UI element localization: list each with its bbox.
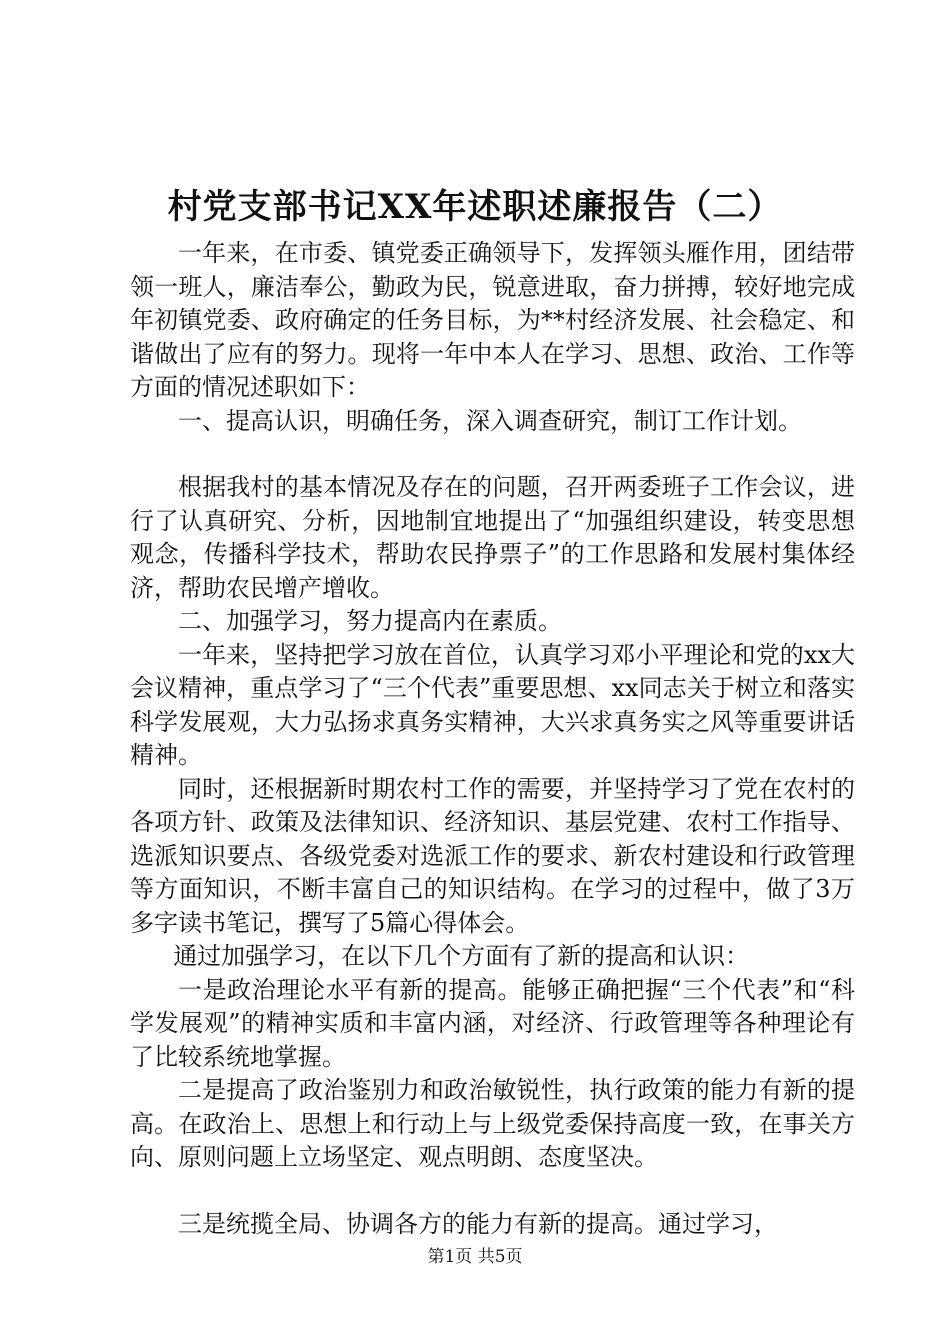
page-number-footer: 第1页 共5页 (427, 1247, 523, 1267)
paragraph-study-1: 一年来，坚持把学习放在首位，认真学习邓小平理论和党的xx大会议精神，重点学习了“三个代表”重要思想、xx同志关于树立和落实科学发展观，大力弘扬求真务实精神，大兴求真务实之风等重要讲话精神。 (130, 640, 855, 769)
document-title: 村党支部书记XX年述职述廉报告（二） (167, 187, 783, 227)
paragraph-intro: 一年来，在市委、镇党委正确领导下，发挥领头雁作用，团结带领一班人，廉洁奉公，勤政为民，锐意进取，奋力拼搏，较好地完成年初镇党委、政府确定的任务目标，为**村经济发展、社会稳定、和谐做出了应有的努力。现将一年中本人在学习、思想、政治、工作等方面的情况述职如下： (130, 239, 855, 401)
paragraph-improvement-3: 三是统揽全局、协调各方的能力有新的提高。通过学习， (178, 1209, 778, 1238)
document-body (130, 237, 855, 1241)
paragraph-improvement-1: 一是政治理论水平有新的提高。能够正确把握“三个代表”和“科学发展观”的精神实质和丰富内涵，对经济、行政管理等各种理论有了比较系统地掌握。 (130, 975, 855, 1071)
paragraph-section-2-heading: 二、加强学习，努力提高内在素质。 (178, 607, 562, 635)
paragraph-section-1-body: 根据我村的基本情况及存在的问题，召开两委班子工作会议，进行了认真研究、分析，因地制宜地提出了“加强组织建设，转变思想观念，传播科学技术，帮助农民挣票子”的工作思路和发展村集体经济，帮助农民增产增收。 (130, 473, 855, 602)
paragraph-improvement-2: 二是提高了政治鉴别力和政治敏锐性，执行政策的能力有新的提高。在政治上、思想上和行动上与上级党委保持高度一致，在事关方向、原则问题上立场坚定、观点明朗、态度坚决。 (130, 1076, 855, 1171)
paragraph-section-1-heading: 一、提高认识，明确任务，深入调查研究，制订工作计划。 (178, 406, 802, 435)
paragraph-study-2: 同时，还根据新时期农村工作的需要，并坚持学习了党在农村的各项方针、政策及法律知识、经济知识、基层党建、农村工作指导、选派知识要点、各级党委对选派工作的要求、新农村建设和行政管理等方面知识，不断丰富自己的知识结构。在学习的过程中，做了3万多字读书笔记，撰写了5篇心得体会。 (130, 774, 855, 937)
paragraph-improvements-intro: 通过加强学习，在以下几个方面有了新的提高和认识： (173, 942, 750, 970)
